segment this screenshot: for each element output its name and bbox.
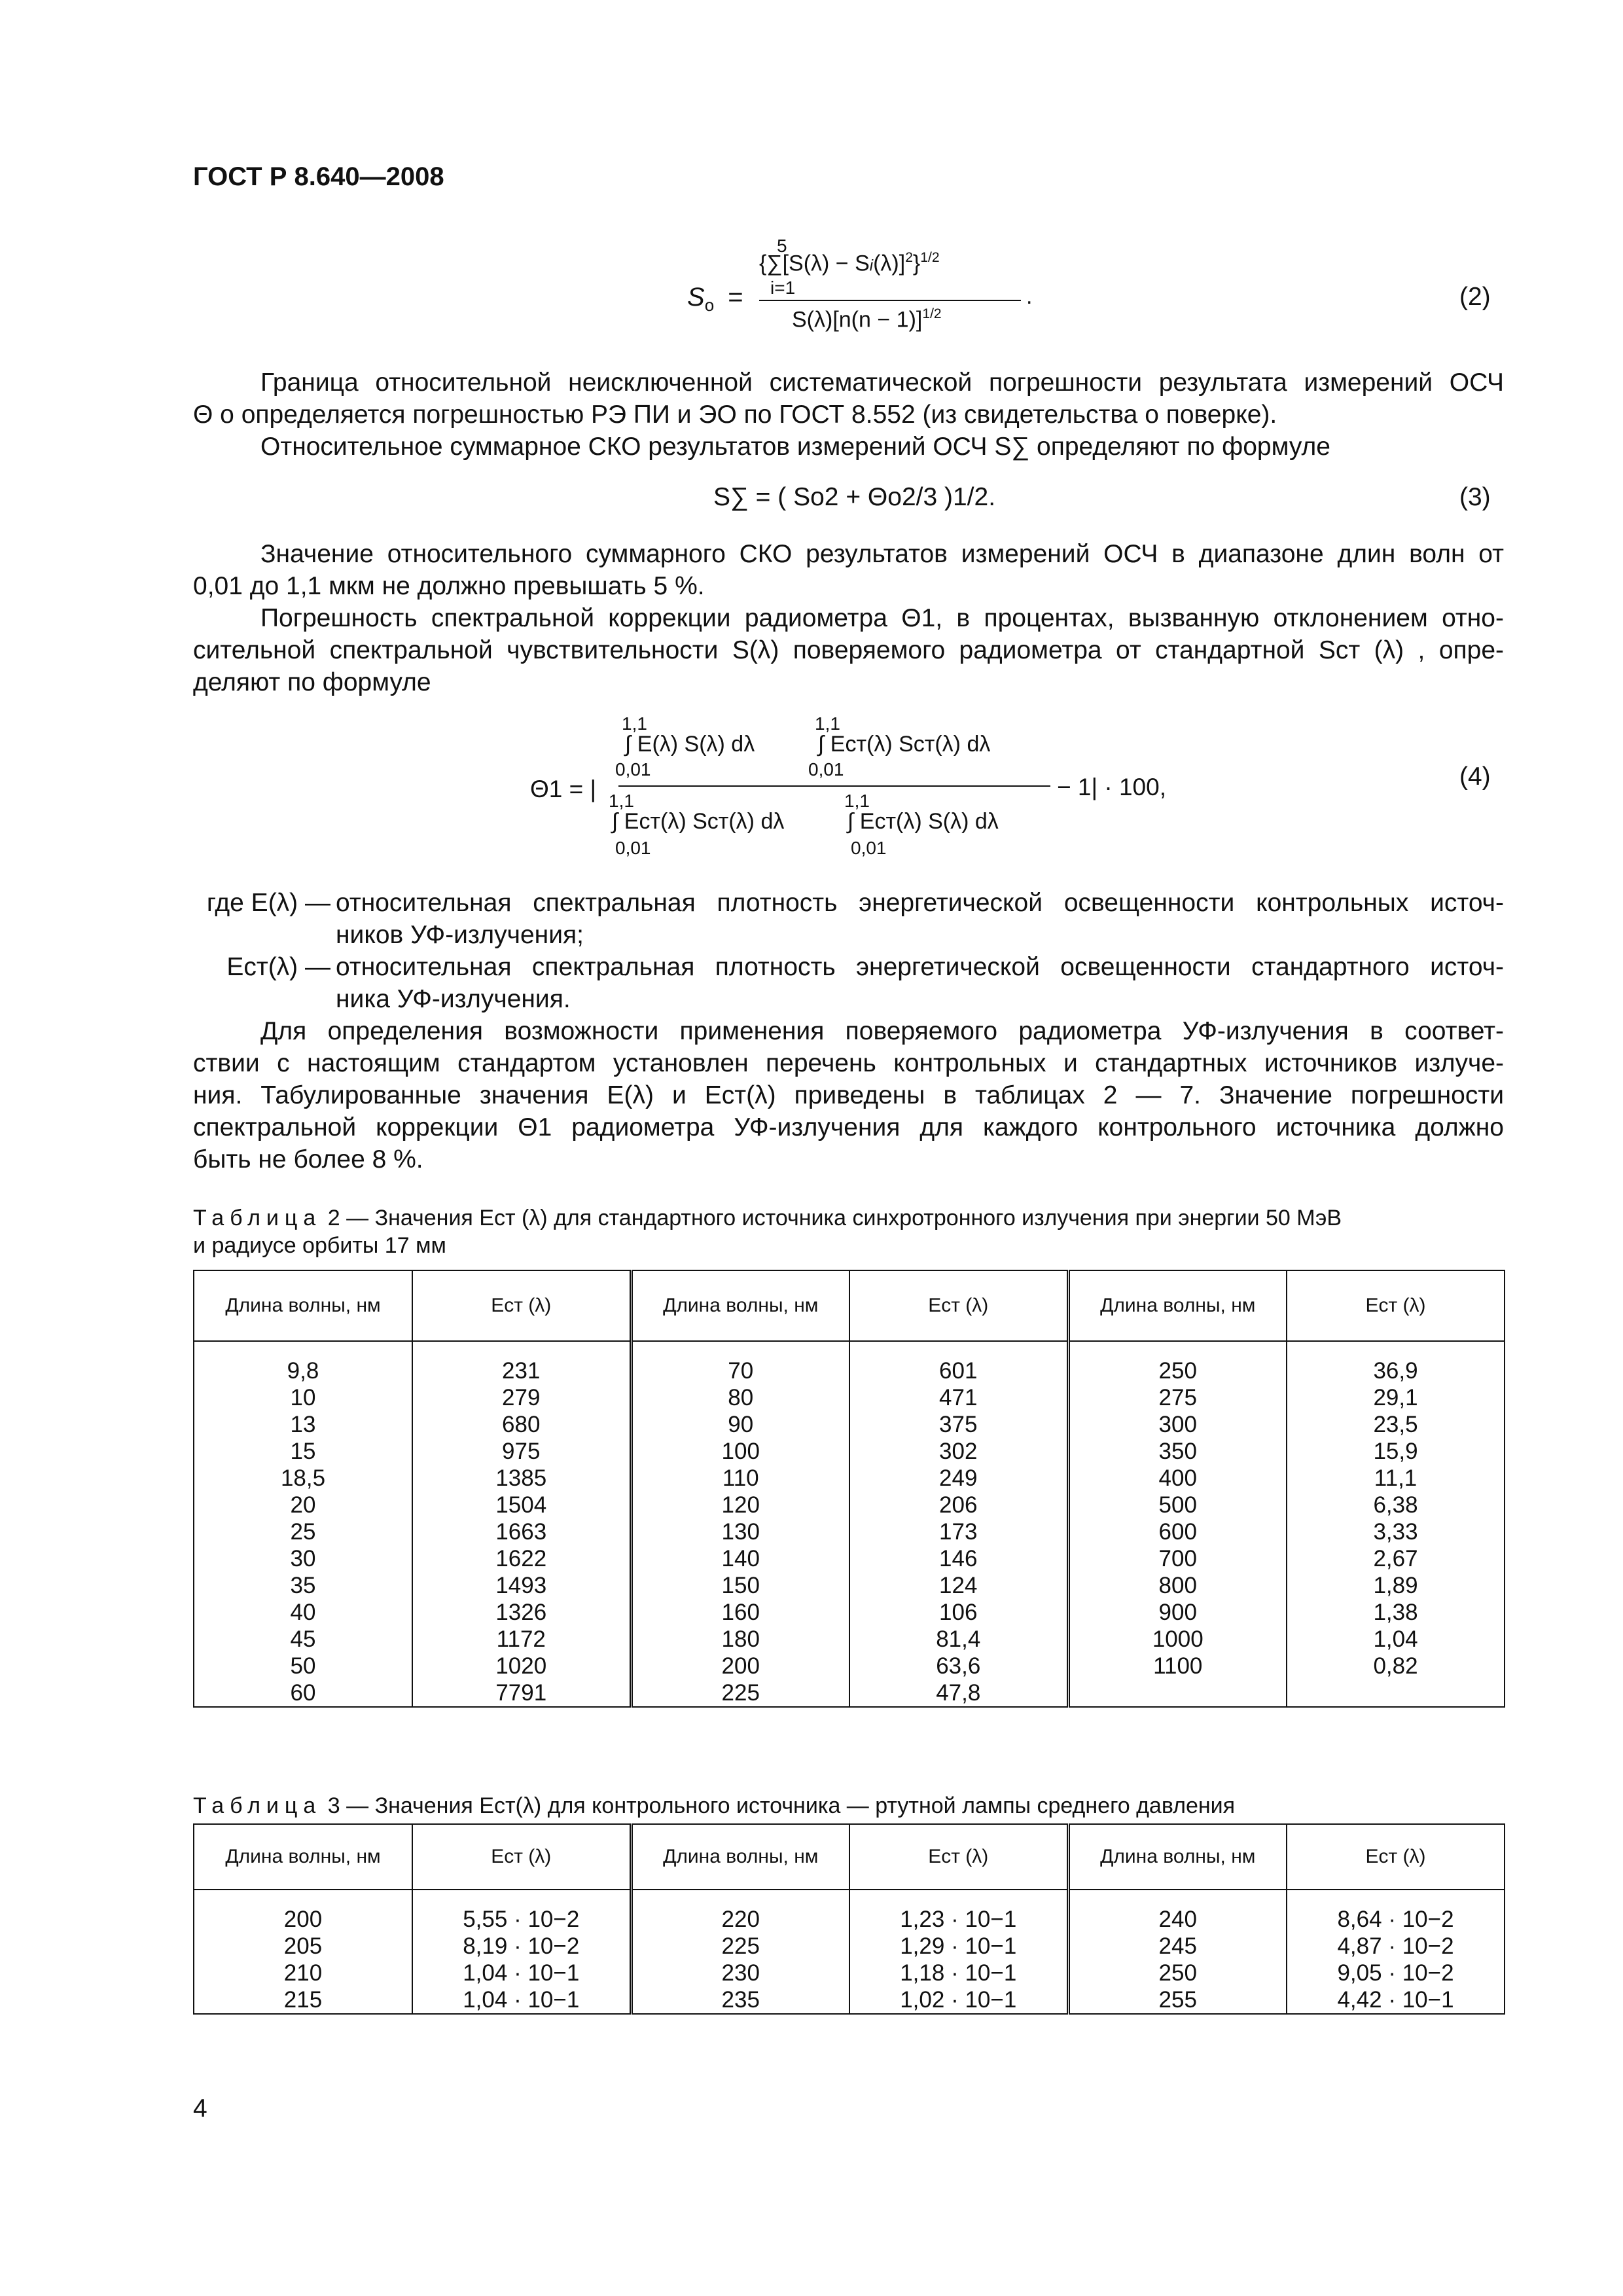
- table-cell: 9,05 · 10−2: [1287, 1960, 1505, 1986]
- definition-est: Eст(λ) — относительная спектральная плотность энергетической освещенности стандартного источ- ника УФ-излучения.: [226, 953, 1504, 1013]
- table-3: [193, 1823, 1505, 2015]
- table-row: [194, 1626, 1505, 1653]
- table-cell: 975: [412, 1438, 631, 1465]
- table-cell: 120: [631, 1492, 849, 1518]
- table-cell: 15,9: [1287, 1438, 1505, 1465]
- table-cell: 23,5: [1287, 1411, 1505, 1438]
- table-cell: 600: [1068, 1518, 1287, 1545]
- table-cell: 1,02 · 10−1: [849, 1986, 1068, 2014]
- table-cell: 9,8: [194, 1341, 412, 1384]
- table-cell: 245: [1068, 1933, 1287, 1960]
- table-cell: 45: [194, 1626, 412, 1653]
- table-cell: 110: [631, 1465, 849, 1492]
- equation-number-3: (3): [1459, 483, 1491, 511]
- table-cell: 3,33: [1287, 1518, 1505, 1545]
- table-cell: 300: [1068, 1411, 1287, 1438]
- table-header-row: Длина волны, нм Eст (λ) Длина волны, нм Eст (λ) Длина волны, нм Eст (λ): [194, 1824, 1505, 1890]
- table-cell: 90: [631, 1411, 849, 1438]
- table-row: [194, 1679, 1505, 1707]
- table-row: [194, 1933, 1505, 1960]
- table-cell: 10: [194, 1384, 412, 1411]
- table-cell: [1287, 1679, 1505, 1707]
- table-cell: 1504: [412, 1492, 631, 1518]
- table-cell: 1493: [412, 1572, 631, 1599]
- table-cell: 1,18 · 10−1: [849, 1960, 1068, 1986]
- fraction-bar: [618, 785, 1050, 787]
- table-cell: 1,29 · 10−1: [849, 1933, 1068, 1960]
- table-cell: 1172: [412, 1626, 631, 1653]
- table-cell: 160: [631, 1599, 849, 1626]
- table-cell: 250: [1068, 1341, 1287, 1384]
- table-cell: 200: [631, 1653, 849, 1679]
- table-cell: 1,89: [1287, 1572, 1505, 1599]
- table-cell: 40: [194, 1599, 412, 1626]
- table-cell: 25: [194, 1518, 412, 1545]
- table-cell: 140: [631, 1545, 849, 1572]
- table-cell: 700: [1068, 1545, 1287, 1572]
- table-cell: 18,5: [194, 1465, 412, 1492]
- table-cell: 8,19 · 10−2: [412, 1933, 631, 1960]
- table-cell: 375: [849, 1411, 1068, 1438]
- table-cell: 173: [849, 1518, 1068, 1545]
- table-cell: 1326: [412, 1599, 631, 1626]
- table-cell: 302: [849, 1438, 1068, 1465]
- table-cell: 1100: [1068, 1653, 1287, 1679]
- paragraph-range-limit: Значение относительного суммарного СКО результатов измерений ОСЧ в диапазоне длин волн от 0,01 до 1,1 мкм не должно превышать 5 %.: [193, 540, 1504, 600]
- table-cell: 70: [631, 1341, 849, 1384]
- table-cell: 29,1: [1287, 1384, 1505, 1411]
- table-cell: 206: [849, 1492, 1068, 1518]
- table-cell: 63,6: [849, 1653, 1068, 1679]
- definition-e: где E(λ) — относительная спектральная плотность энергетической освещенности контрольных источ- ников УФ-излучения;: [206, 889, 1504, 949]
- table-cell: 1622: [412, 1545, 631, 1572]
- table-cell: 1000: [1068, 1626, 1287, 1653]
- table-cell: 680: [412, 1411, 631, 1438]
- formula-2-lhs: S: [687, 283, 705, 312]
- formula-3: S∑ = ( Sо2 + Θо2/3 )1/2.: [713, 483, 996, 511]
- table-cell: [1068, 1679, 1287, 1707]
- table-cell: 5,55 · 10−2: [412, 1890, 631, 1933]
- table-cell: 215: [194, 1986, 412, 2014]
- table-cell: 50: [194, 1653, 412, 1679]
- table-cell: 4,87 · 10−2: [1287, 1933, 1505, 1960]
- table-cell: 124: [849, 1572, 1068, 1599]
- table-row: [194, 1890, 1505, 1933]
- table-cell: 146: [849, 1545, 1068, 1572]
- paragraph-applicability: Для определения возможности применения поверяемого радиометра УФ-излучения в соответ- ствии с настоящим стандартом установлен перечень контрольных и стандартных источников излуче- ния. Табулированные значения E(λ) и Eст(λ) приведены в таблицах 2 — 7. Значение погрешности спектральной коррекции Θ1 радиометра УФ-излучения для каждого контрольного источника должно быть не более 8 %.: [193, 1017, 1504, 1174]
- table-cell: 1,38: [1287, 1599, 1505, 1626]
- table-2-body: [194, 1341, 1505, 1707]
- table-cell: 230: [631, 1960, 849, 1986]
- table-cell: 47,8: [849, 1679, 1068, 1707]
- table-cell: 13: [194, 1411, 412, 1438]
- fraction-bar: [759, 300, 1021, 301]
- table-3-body: [194, 1890, 1505, 2014]
- table-cell: 601: [849, 1341, 1068, 1384]
- table-cell: 205: [194, 1933, 412, 1960]
- table-cell: 235: [631, 1986, 849, 2014]
- table-cell: 200: [194, 1890, 412, 1933]
- formula-4-den-1: ∫ Eст(λ) Sст(λ) dλ: [612, 809, 785, 834]
- table-cell: 1,04 · 10−1: [412, 1960, 631, 1986]
- table-cell: 100: [631, 1438, 849, 1465]
- table-cell: 81,4: [849, 1626, 1068, 1653]
- table-cell: 900: [1068, 1599, 1287, 1626]
- table-cell: 275: [1068, 1384, 1287, 1411]
- table-cell: 106: [849, 1599, 1068, 1626]
- table-3-caption: Таблица 3 — Значения Eст(λ) для контрольного источника — ртутной лампы среднего давления: [193, 1793, 1236, 1818]
- table-cell: 250: [1068, 1960, 1287, 1986]
- table-cell: 210: [194, 1960, 412, 1986]
- table-cell: 30: [194, 1545, 412, 1572]
- table-cell: 8,64 · 10−2: [1287, 1890, 1505, 1933]
- table-2: [193, 1270, 1505, 1708]
- table-cell: 20: [194, 1492, 412, 1518]
- formula-4: Θ1 = | 1,1 1,1 ∫ E(λ) S(λ) dλ ∫ Eст(λ) Sст(λ) dλ 0,01 0,01 − 1| · 100, 1,1 1,1 ∫ Eст(λ) Sст(λ) dλ ∫ Eст(λ) S(λ) dλ 0,01 0,01: [530, 713, 1166, 858]
- table-cell: 1,04 · 10−1: [412, 1986, 631, 2014]
- table-cell: 1663: [412, 1518, 631, 1545]
- sum-lower-limit: i=1: [770, 278, 796, 298]
- table-cell: 15: [194, 1438, 412, 1465]
- table-cell: 130: [631, 1518, 849, 1545]
- table-cell: 400: [1068, 1465, 1287, 1492]
- table-cell: 255: [1068, 1986, 1287, 2014]
- formula-2: $S_о$ = 5 $\{\sum[S(\lambda) - Si(\lambda)]^2\}^{1/2}$ i=1 . $S(\lambda)[n(n - 1)]^{1/2}$: [687, 236, 1033, 332]
- table-cell: 35: [194, 1572, 412, 1599]
- table-row: [194, 1599, 1505, 1626]
- table-header-row: Длина волны, нм Eст (λ) Длина волны, нм Eст (λ) Длина волны, нм Eст (λ): [194, 1270, 1505, 1341]
- formula-2-numerator: $\{\sum[S(\lambda) - Si(\lambda)]^2\}^{1/2}$: [759, 250, 940, 276]
- table-cell: 36,9: [1287, 1341, 1505, 1384]
- table-cell: 800: [1068, 1572, 1287, 1599]
- table-cell: 225: [631, 1933, 849, 1960]
- table-cell: 231: [412, 1341, 631, 1384]
- sum-upper-limit: 5: [777, 236, 787, 256]
- table-cell: 1385: [412, 1465, 631, 1492]
- paragraph-spectral-correction: Погрешность спектральной коррекции радиометра Θ1, в процентах, вызванную отклонением отно- сительной спектральной чувствительности S(λ) поверяемого радиометра от стандартной Sст (λ) , опре- деляют по формуле: [193, 604, 1504, 696]
- table-cell: 0,82: [1287, 1653, 1505, 1679]
- formula-2-lhs-sub: о: [704, 295, 715, 315]
- table-cell: 11,1: [1287, 1465, 1505, 1492]
- table-2-caption: Таблица 2 — Значения Eст (λ) для стандартного источника синхротронного излучения при энергии 50 МэВ и радиусе орбиты 17 мм: [193, 1206, 1342, 1258]
- table-cell: 220: [631, 1890, 849, 1933]
- table-row: [194, 1545, 1505, 1572]
- page-number: 4: [193, 2094, 207, 2123]
- formula-4-num-1: ∫ E(λ) S(λ) dλ: [625, 732, 755, 757]
- table-cell: 180: [631, 1626, 849, 1653]
- equation-number-2: (2): [1459, 283, 1491, 311]
- table-row: [194, 1438, 1505, 1465]
- table-cell: 60: [194, 1679, 412, 1707]
- table-cell: 1020: [412, 1653, 631, 1679]
- table-cell: 279: [412, 1384, 631, 1411]
- table-cell: 471: [849, 1384, 1068, 1411]
- formula-2-denominator: $S(\lambda)[n(n - 1)]^{1/2}$: [792, 306, 942, 332]
- table-cell: 1,23 · 10−1: [849, 1890, 1068, 1933]
- paragraph-total-sko: Относительное суммарное СКО результатов измерений ОСЧ S∑ определяют по формуле: [260, 433, 1330, 461]
- table-row: [194, 1411, 1505, 1438]
- table-row: [194, 1341, 1505, 1384]
- table-row: [194, 1518, 1505, 1545]
- table-row: [194, 1465, 1505, 1492]
- equation-number-4: (4): [1459, 762, 1491, 791]
- table-cell: 7791: [412, 1679, 631, 1707]
- table-cell: 150: [631, 1572, 849, 1599]
- table-cell: 225: [631, 1679, 849, 1707]
- table-row: [194, 1492, 1505, 1518]
- formula-4-num-2: ∫ Eст(λ) Sст(λ) dλ: [818, 732, 991, 757]
- table-cell: 80: [631, 1384, 849, 1411]
- formula-4-tail: − 1| · 100,: [1057, 774, 1166, 800]
- table-cell: 6,38: [1287, 1492, 1505, 1518]
- table-cell: 2,67: [1287, 1545, 1505, 1572]
- table-cell: 4,42 · 10−1: [1287, 1986, 1505, 2014]
- formula-4-lhs: Θ1 = |: [530, 776, 597, 802]
- document-header: ГОСТ Р 8.640—2008: [193, 162, 444, 191]
- table-row: [194, 1653, 1505, 1679]
- table-cell: 240: [1068, 1890, 1287, 1933]
- table-row: [194, 1986, 1505, 2014]
- table-cell: 249: [849, 1465, 1068, 1492]
- table-row: [194, 1572, 1505, 1599]
- paragraph-systematic-error: Граница относительной неисключенной систематической погрешности результата измерений ОСЧ Θ о определяется погрешностью РЭ ПИ и ЭО по ГОСТ 8.552 (из свидетельства о поверке).: [193, 368, 1504, 429]
- table-row: [194, 1960, 1505, 1986]
- table-cell: 1,04: [1287, 1626, 1505, 1653]
- table-cell: 350: [1068, 1438, 1287, 1465]
- table-row: [194, 1384, 1505, 1411]
- table-cell: 500: [1068, 1492, 1287, 1518]
- formula-4-den-2: ∫ Eст(λ) S(λ) dλ: [847, 809, 999, 834]
